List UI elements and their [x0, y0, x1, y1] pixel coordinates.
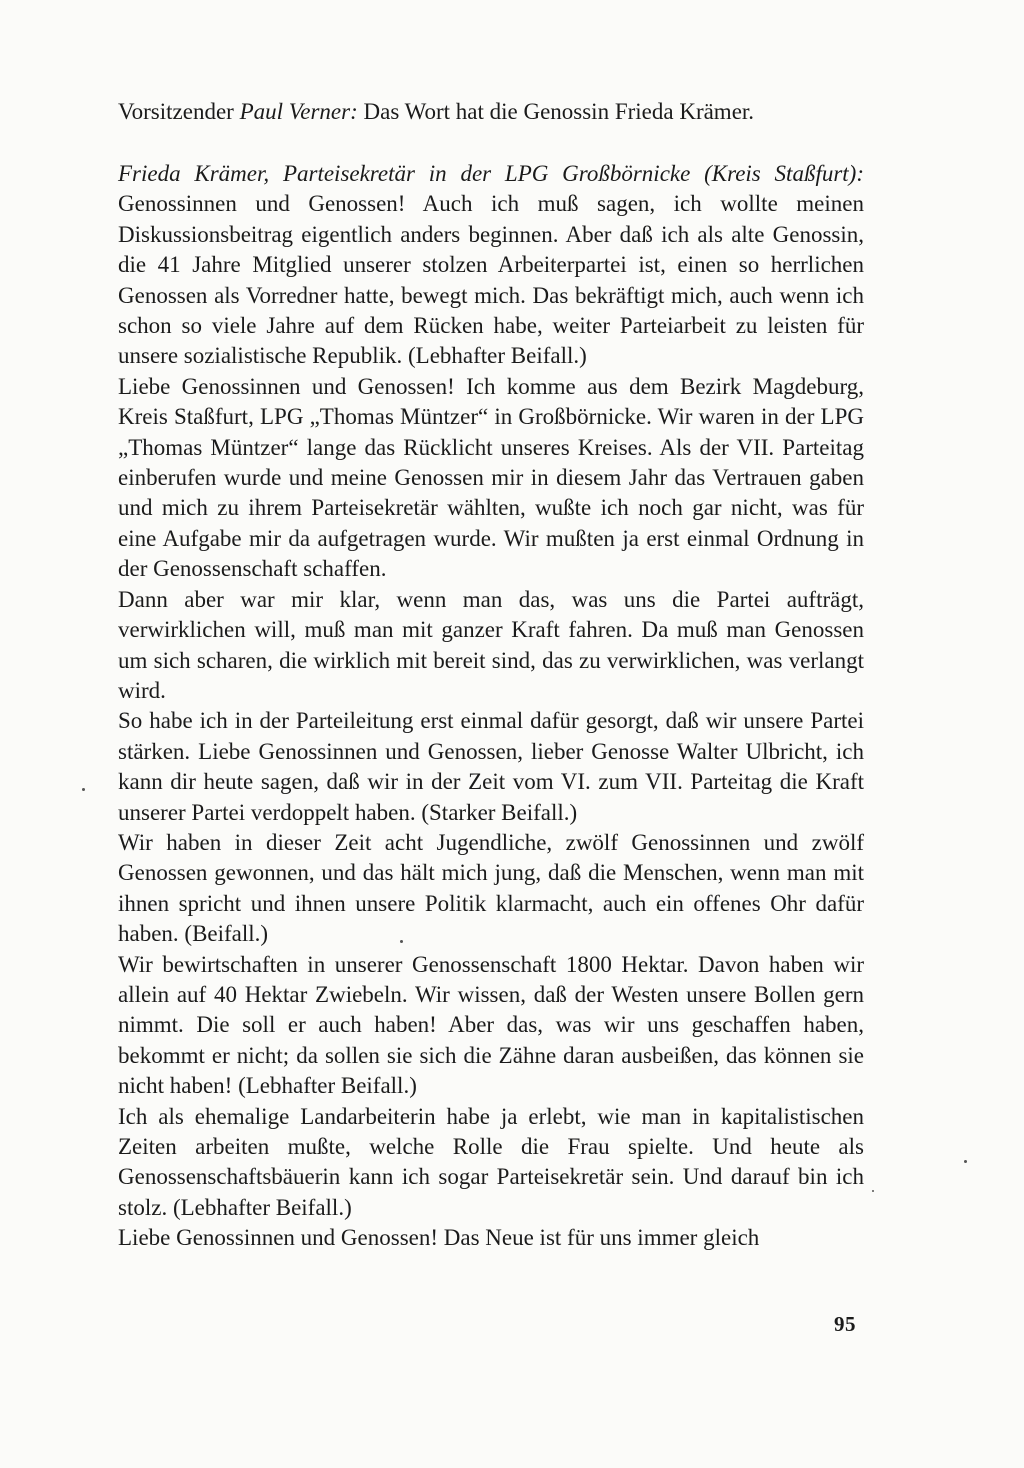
- speech-paragraph: Dann aber war mir klar, wenn man das, was uns die Partei aufträgt, verwirklichen will, muß man mit ganzer Kraft fahren. Da muß man Genossen um sich scharen, die wirklich mit bereit sind, das zu verwirklichen, was verlangt wird.: [118, 586, 864, 703]
- speech-paragraph: Wir bewirtschaften in unserer Genossenschaft 1800 Hektar. Davon haben wir allein auf 40 Hektar Zwiebeln. Wir wissen, daß der Westen unsere Bollen gern nimmt. Die soll er auch haben! Aber das, was wir uns geschaffen haben, bekommt er nicht; da sollen sie sich die Zähne daran ausbeißen, das können sie nicht haben! (Lebhafter Beifall.): [118, 951, 864, 1099]
- chair-speaker-name: Paul Verner:: [239, 99, 358, 124]
- speech-paragraph-first: [118, 159, 864, 372]
- chair-announcement: [118, 97, 864, 127]
- scan-speck: [964, 1160, 967, 1163]
- chair-announcement-text: Das Wort hat die Genossin Frieda Krämer.: [357, 99, 755, 124]
- speech-paragraph: Liebe Genossinnen und Genossen! Ich komme aus dem Bezirk Magdeburg, Kreis Staßfurt, LPG „Thomas Müntzer“ in Großbörnicke. Wir waren in der LPG „Thomas Müntzer“ lange das Rücklicht unseres Kreises. Als der VII. Parteitag einberufen wurde und meine Genossen mir in diesem Jahr das Vertrauen gaben und mich zu ihrem Parteisekretär wählten, wußte ich noch gar nicht, was für eine Aufgabe mir da aufgetragen wurde. Wir mußten ja erst einmal Ordnung in der Genossenschaft schaffen.: [118, 373, 864, 582]
- speech-paragraph-continued: Liebe Genossinnen und Genossen! Das Neue ist für uns immer gleich: [118, 1225, 760, 1251]
- speech-paragraph: Ich als ehemalige Landarbeiterin habe ja erlebt, wie man in kapitalistischen Zeiten arbeiten mußte, welche Rolle die Frau spielte. Und heute als Genossenschaftsbäuerin kann ich sogar Parteisekretär sein. Und darauf bin ich stolz. (Lebhafter Beifall.): [118, 1103, 864, 1220]
- speech-paragraph-1-text: Genossinnen und Genossen! Auch ich muß sagen, ich wollte meinen Diskussionsbeitrag eigentlich anders beginnen. Aber daß ich als alte Genossin, die 41 Jahre Mitglied unserer stolzen Arbeiterpartei ist, einen so herrlichen Genossen als Vorredner hatte, bewegt mich. Das bekräftigt mich, auch wenn ich schon so viele Jahre auf dem Rücken habe, weiter Parteiarbeit zu leisten für unsere sozialistische Republik. (Lebhafter Beifall.): [118, 191, 864, 369]
- speaker-introduction: Frieda Krämer, Parteisekretär in der LPG Großbörnicke (Kreis Staßfurt):: [118, 161, 864, 186]
- chair-prefix: Vorsitzender: [118, 99, 240, 124]
- scan-speck: [400, 940, 403, 943]
- speech-body: [118, 159, 864, 1254]
- page-number: 95: [834, 1312, 856, 1336]
- speech-paragraph: Wir haben in dieser Zeit acht Jugendliche, zwölf Genossinnen und zwölf Genossen gewonnen, und das hält mich jung, daß die Menschen, wenn man mit ihnen spricht und ihnen unsere Politik klarmacht, auch ein offenes Ohr dafür haben. (Beifall.): [118, 829, 864, 947]
- scan-speck: [872, 1190, 874, 1192]
- speech-paragraph: So habe ich in der Parteileitung erst einmal dafür gesorgt, daß wir unsere Partei stärken. Liebe Genossinnen und Genossen, lieber Genosse Walter Ulbricht, ich kann dir heute sagen, daß wir in der Zeit vom VI. zum VII. Parteitag die Kraft unserer Partei verdoppelt haben. (Starker Beifall.): [118, 708, 864, 825]
- scan-speck: [82, 788, 85, 791]
